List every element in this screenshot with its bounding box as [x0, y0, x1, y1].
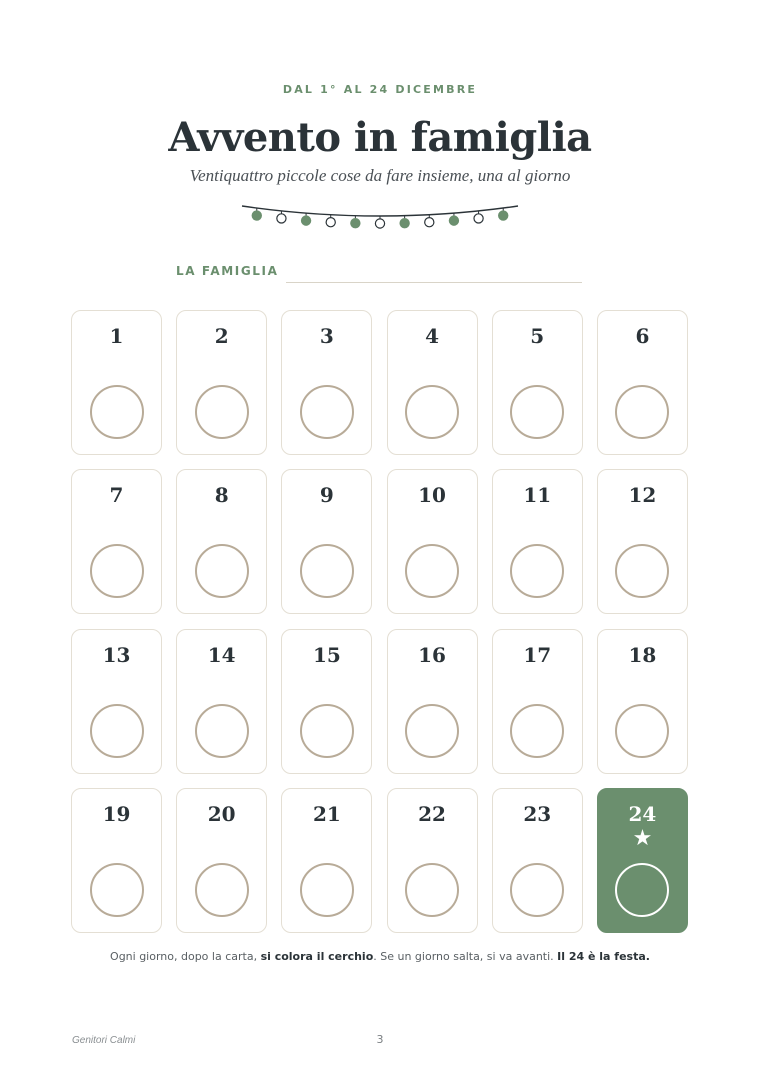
day-number: 17 — [523, 642, 552, 667]
day-card[interactable] — [597, 788, 688, 933]
day-card[interactable] — [176, 788, 267, 933]
day-number: 5 — [530, 324, 545, 348]
day-card[interactable] — [597, 629, 688, 774]
day-card[interactable] — [176, 469, 267, 614]
day-card[interactable] — [492, 469, 583, 614]
day-number: 11 — [523, 483, 552, 508]
day-card[interactable] — [71, 788, 162, 933]
day-number: 3 — [319, 324, 334, 348]
day-number: 9 — [319, 483, 334, 508]
day-card[interactable] — [597, 310, 688, 455]
light-bulb-icon — [326, 218, 335, 227]
day-number: 2 — [214, 324, 229, 348]
color-circle[interactable] — [510, 385, 564, 439]
light-bulb-icon — [375, 219, 384, 228]
light-bulb-icon — [301, 216, 310, 225]
instructions-note — [0, 950, 760, 963]
color-circle[interactable] — [90, 385, 144, 439]
color-circle[interactable] — [510, 704, 564, 758]
light-bulb-icon — [499, 211, 508, 220]
day-card[interactable] — [176, 629, 267, 774]
note-bold-1: si colora il cerchio — [260, 950, 374, 963]
color-circle[interactable] — [405, 704, 459, 758]
day-card[interactable] — [492, 788, 583, 933]
day-number: 19 — [102, 801, 131, 826]
day-card[interactable] — [492, 310, 583, 455]
light-bulb-icon — [474, 214, 483, 223]
color-circle[interactable] — [195, 385, 249, 439]
color-circle[interactable] — [195, 863, 249, 917]
page-subtitle: Ventiquattro piccole cose da fare insieme, una al giorno — [189, 166, 571, 185]
color-circle[interactable] — [90, 863, 144, 917]
color-circle[interactable] — [300, 704, 354, 758]
light-bulb-icon — [400, 219, 409, 228]
color-circle[interactable] — [90, 544, 144, 598]
day-card[interactable] — [387, 788, 478, 933]
day-number: 20 — [207, 801, 236, 826]
day-card[interactable] — [387, 629, 478, 774]
color-circle[interactable] — [195, 544, 249, 598]
color-circle[interactable] — [300, 863, 354, 917]
color-circle[interactable] — [510, 863, 564, 917]
color-circle[interactable] — [615, 863, 669, 917]
day-number: 24 — [628, 801, 657, 826]
day-card[interactable] — [387, 469, 478, 614]
day-card[interactable] — [281, 629, 372, 774]
color-circle[interactable] — [405, 863, 459, 917]
note-text-2: . Se un giorno salta, si va avanti. — [373, 950, 558, 963]
color-circle[interactable] — [615, 704, 669, 758]
color-circle[interactable] — [300, 385, 354, 439]
color-circle[interactable] — [615, 544, 669, 598]
family-name-field[interactable] — [286, 282, 582, 283]
header-eyebrow: DAL 1° AL 24 DICEMBRE — [282, 83, 478, 96]
day-card[interactable] — [71, 469, 162, 614]
day-card[interactable] — [597, 469, 688, 614]
day-number: 14 — [207, 642, 236, 667]
day-card[interactable] — [71, 629, 162, 774]
day-number: 12 — [628, 483, 657, 508]
garland-lights-icon — [240, 200, 520, 234]
page-number: 3 — [376, 1033, 384, 1046]
color-circle[interactable] — [615, 385, 669, 439]
color-circle[interactable] — [195, 704, 249, 758]
day-card[interactable] — [492, 629, 583, 774]
color-circle[interactable] — [510, 544, 564, 598]
day-number: 10 — [418, 483, 446, 508]
light-bulb-icon — [449, 216, 458, 225]
day-number: 15 — [312, 642, 341, 667]
page-title: Avvento in famiglia — [168, 114, 592, 161]
day-card[interactable] — [387, 310, 478, 455]
family-label: LA FAMIGLIA — [176, 264, 279, 278]
light-bulb-icon — [277, 214, 286, 223]
day-number: 23 — [523, 801, 552, 826]
color-circle[interactable] — [300, 544, 354, 598]
light-bulb-icon — [351, 219, 360, 228]
day-card[interactable] — [281, 788, 372, 933]
day-number: 13 — [102, 642, 131, 667]
day-number: 7 — [109, 483, 124, 508]
footer-brand: Genitori Calmi — [72, 1035, 136, 1046]
day-number: 4 — [425, 324, 440, 348]
day-number: 22 — [418, 801, 446, 826]
day-number: 6 — [635, 324, 650, 348]
day-number: 8 — [214, 483, 229, 508]
note-bold-2: Il 24 è la festa. — [557, 950, 650, 963]
day-number: 21 — [312, 801, 341, 826]
note-text-1: Ogni giorno, dopo la carta, — [110, 950, 261, 963]
day-card[interactable] — [71, 310, 162, 455]
star-icon: ★ — [632, 825, 653, 851]
light-bulb-icon — [252, 211, 261, 220]
day-number: 18 — [628, 642, 657, 667]
light-bulb-icon — [425, 218, 434, 227]
day-card[interactable] — [176, 310, 267, 455]
color-circle[interactable] — [90, 704, 144, 758]
color-circle[interactable] — [405, 544, 459, 598]
color-circle[interactable] — [405, 385, 459, 439]
day-card[interactable] — [281, 310, 372, 455]
day-number: 16 — [418, 642, 446, 667]
day-card[interactable] — [281, 469, 372, 614]
advent-calendar-grid — [71, 310, 688, 933]
day-number: 1 — [109, 324, 124, 348]
